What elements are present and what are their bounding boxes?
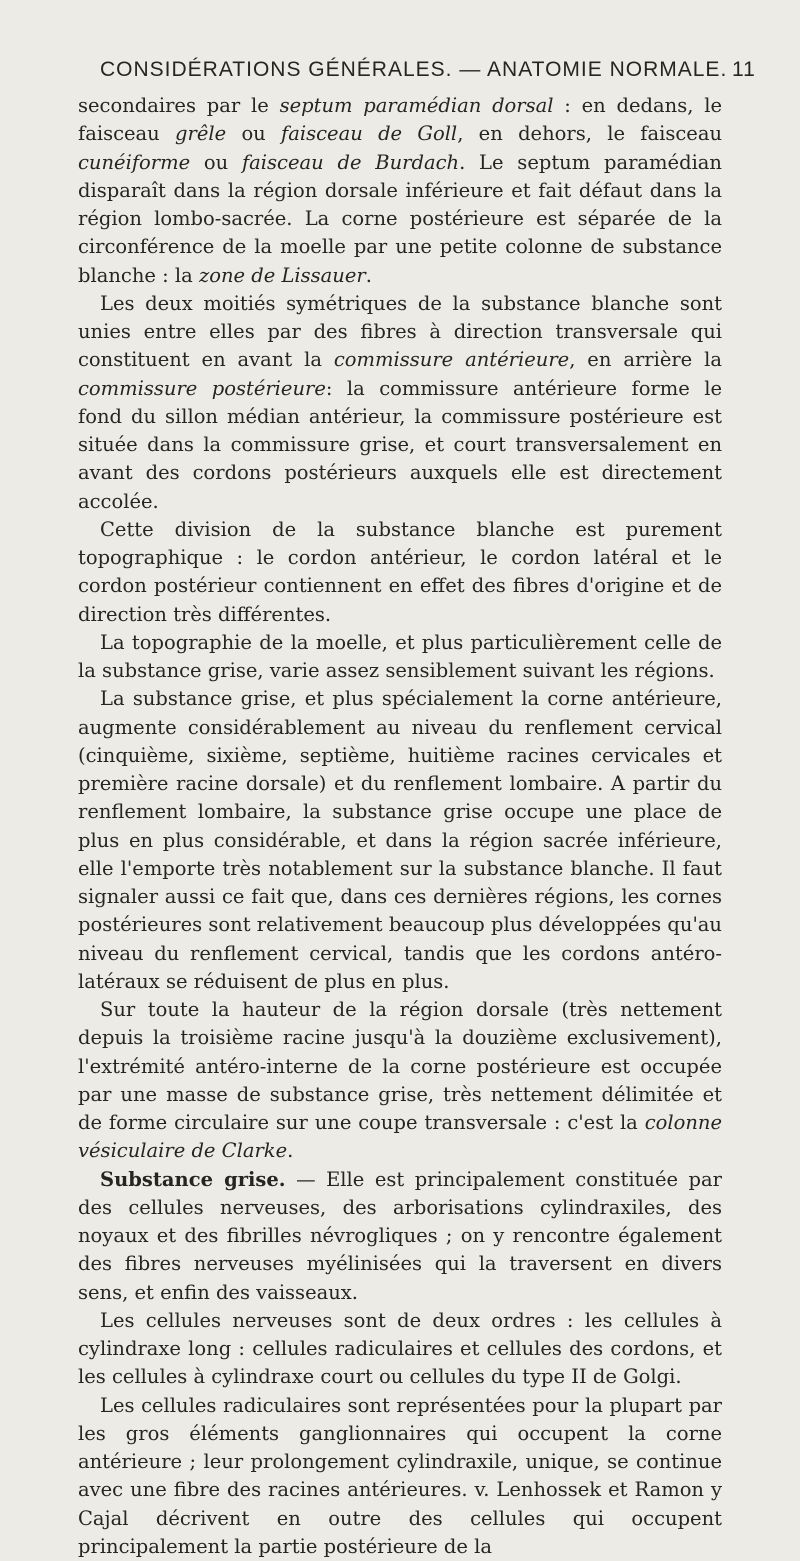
italic-term: zone de Lissauer <box>199 264 366 287</box>
body-text <box>78 92 722 1561</box>
text-run: , en dehors, le faisceau <box>457 122 722 145</box>
paragraph-2 <box>78 290 722 516</box>
text-run: — Elle est principalement constituée par des cellules nerveuses, des arborisations cylindraxiles, des noyaux et des fibrilles névrogliques ; on y rencontre également des fibres nerveuses myélinisées qui la traversent en divers sens, et enfin des vaisseaux. <box>78 1168 722 1304</box>
text-run: . <box>366 264 372 287</box>
text-run: ou <box>190 151 242 174</box>
paragraph-6 <box>78 996 722 1166</box>
text-run: , en arrière la <box>569 348 722 371</box>
italic-term: cunéiforme <box>78 151 190 174</box>
text-run: Cette division de la substance blanche est purement topographique : le cordon antérieur, le cordon latéral et le cordon postérieur contiennent en effet des fibres d'origine et de direction très différentes. <box>78 518 722 626</box>
italic-term: commissure postérieure <box>78 377 326 400</box>
text-run: . Le septum paramédian disparaît dans la région dorsale inférieure et fait défaut dans la région lombo-sacrée. La corne postérieure est séparée de la circonférence de la moelle par une petite colonne de substance blanche : la <box>78 151 722 287</box>
paragraph-4 <box>78 629 722 686</box>
paragraph-3 <box>78 516 722 629</box>
paragraph-1 <box>78 92 722 290</box>
paragraph-9 <box>78 1392 722 1561</box>
section-heading: Substance grise. <box>100 1168 286 1191</box>
text-run: La topographie de la moelle, et plus particulièrement celle de la substance grise, varie assez sensiblement suivant les régions. <box>78 631 722 682</box>
page-number: 11 <box>732 58 756 82</box>
text-run: : la commissure antérieure forme le fond du sillon médian antérieur, la commissure postérieure est située dans la commissure grise, et court transversalement en avant des cordons postérieurs auxquels elle est directement accolée. <box>78 377 722 513</box>
text-run: : en dedans, le faisceau <box>78 94 722 145</box>
italic-term: commissure antérieure <box>334 348 569 371</box>
italic-term: colonne vésiculaire de Clarke <box>78 1111 722 1162</box>
italic-term: faisceau de Goll <box>281 122 457 145</box>
text-run: . <box>287 1139 293 1162</box>
italic-term: grêle <box>175 122 226 145</box>
italic-term: faisceau de Burdach <box>242 151 459 174</box>
text-run: Les cellules radiculaires sont représentées pour la plupart par les gros éléments ganglionnaires qui occupent la corne antérieure ; leur prolongement cylindraxile, unique, se continue avec une fibre des racines antérieures. v. Lenhossek et Ramon y Cajal décrivent en outre des cellules qui occupent principalement la partie postérieure de la <box>78 1394 722 1558</box>
paragraph-5 <box>78 685 722 996</box>
text-run: Sur toute la hauteur de la région dorsale (très nettement depuis la troisième racine jusqu'à la douzième exclusivement), l'extrémité antéro-interne de la corne postérieure est occupée par une masse de substance grise, très nettement délimitée et de forme circulaire sur une coupe transversale : c'est la <box>78 998 722 1134</box>
italic-term: septum paramédian dorsal <box>280 94 554 117</box>
text-run: La substance grise, et plus spécialement la corne antérieure, augmente considérablement au niveau du renflement cervical (cinquième, sixième, septième, huitième racines cervicales et première racine dorsale) et du renflement lombaire. A partir du renflement lombaire, la substance grise occupe une place de plus en plus considérable, et dans la région sacrée inférieure, elle l'emporte très notablement sur la substance blanche. Il faut signaler aussi ce fait que, dans ces dernières régions, les cornes postérieures sont relativement beaucoup plus développées qu'au niveau du renflement cervical, tandis que les cordons antéro-latéraux se réduisent de plus en plus. <box>78 687 722 993</box>
text-run: ou <box>226 122 281 145</box>
text-run: Les cellules nerveuses sont de deux ordres : les cellules à cylindraxe long : cellules radiculaires et cellules des cordons, et les cellules à cylindraxe court ou cellules du type II de Golgi. <box>78 1309 722 1389</box>
paragraph-7-substance-grise <box>78 1166 722 1307</box>
running-title: CONSIDÉRATIONS GÉNÉRALES. — ANATOMIE NORMALE. <box>100 58 720 82</box>
text-run: Les deux moitiés symétriques de la substance blanche sont unies entre elles par des fibres à direction transversale qui constituent en avant la <box>78 292 722 372</box>
paragraph-8 <box>78 1307 722 1392</box>
text-run: secondaires par le <box>78 94 280 117</box>
